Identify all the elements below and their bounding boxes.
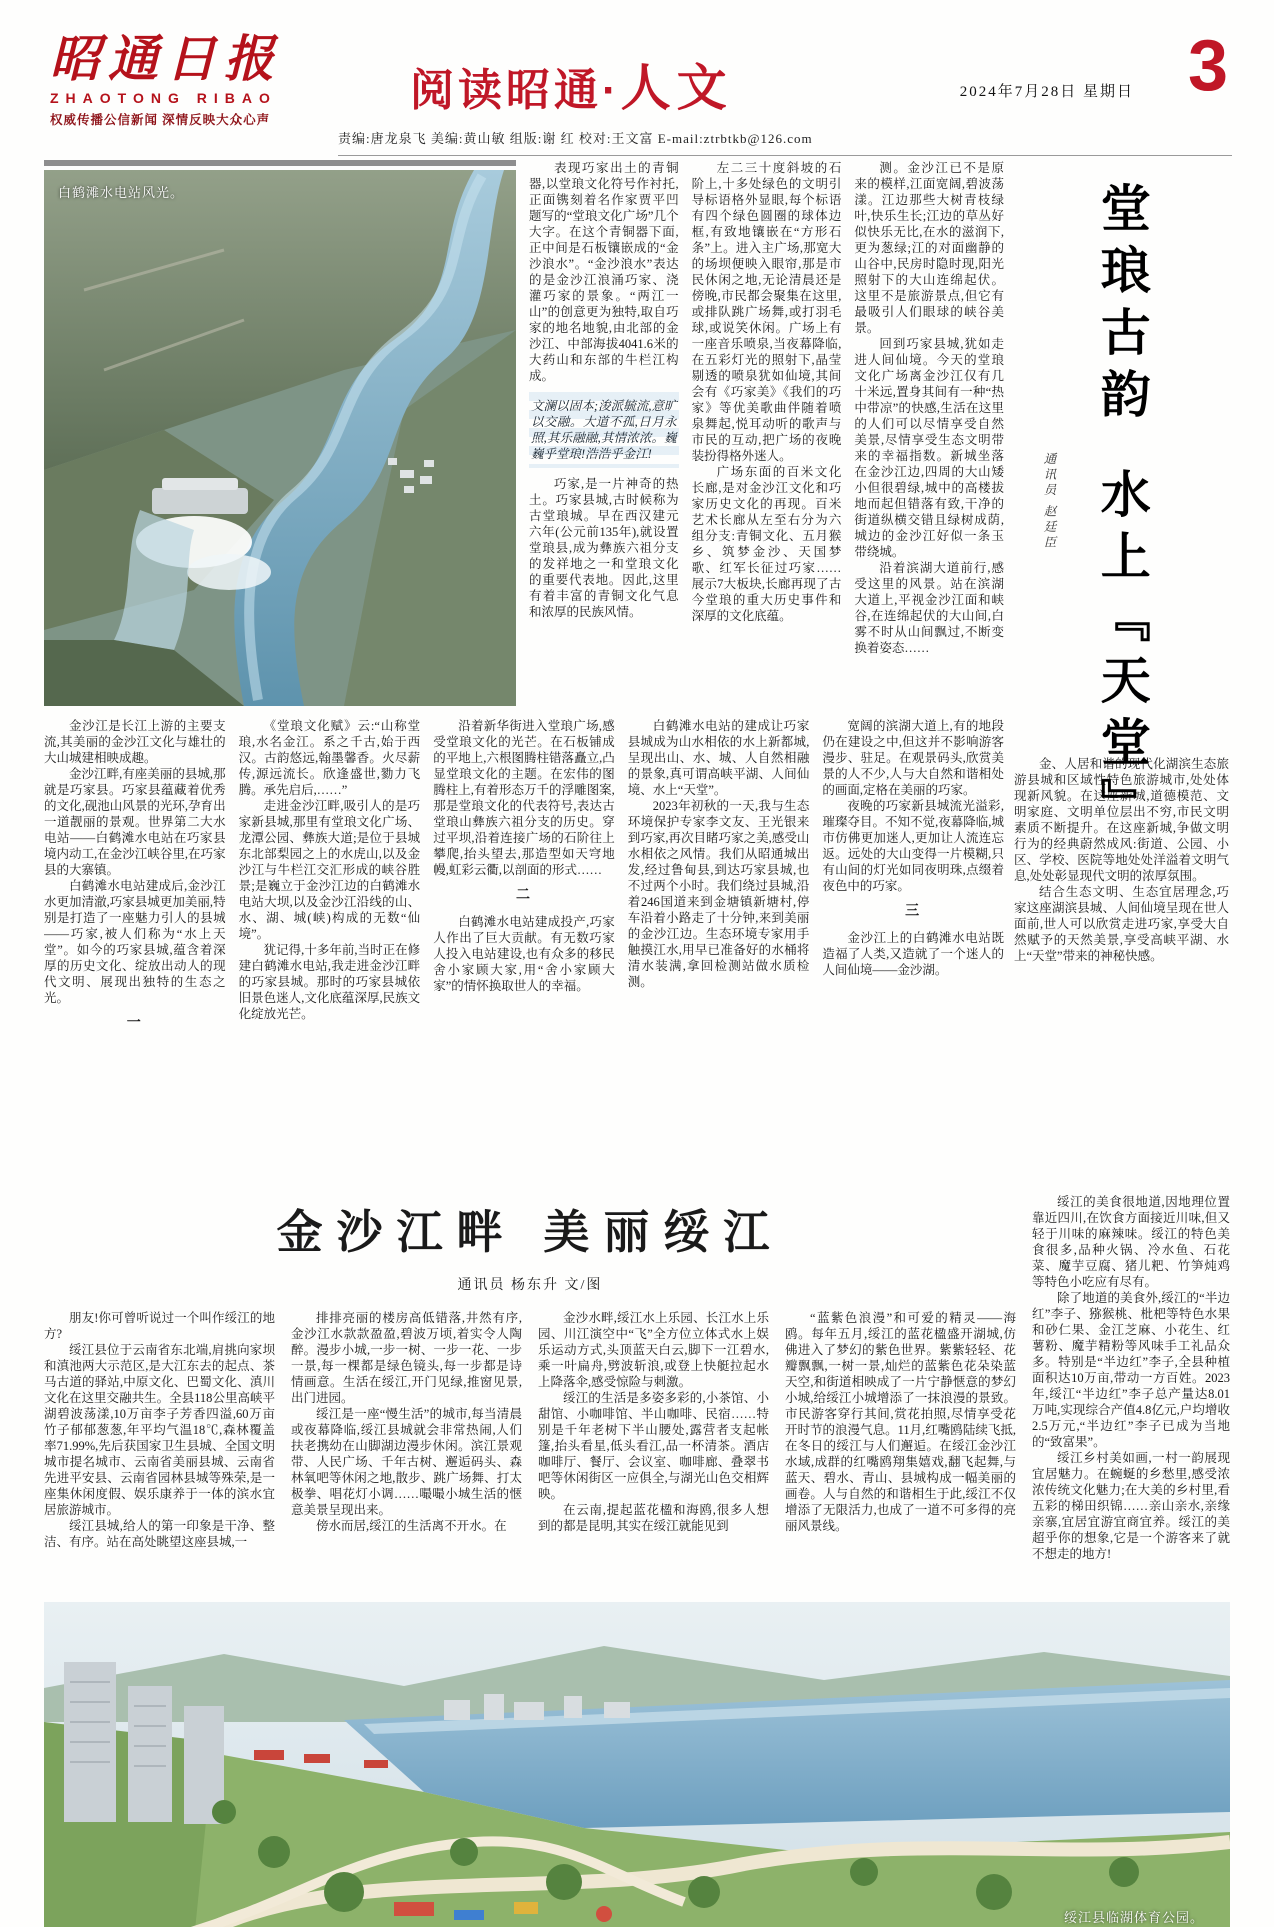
article-tanglang-body: [44, 160, 1004, 1160]
page-header: [0, 0, 1274, 152]
paragraph: 除了地道的美食外,绥江的“半边红”李子、猕猴桃、枇杷等特色水果和砂仁果、金江芝麻、小花生、红薯粉、魔芋精粉等风味手工礼品众多。特别是“半边红”李子,全县种植面积达10万亩,带动一方百姓。2023年,绥江“半边红”李子总产量达8.01万吨,实现综合产值4.8亿元,户均增收2.5万元,“半边红”李子已成为当地的“致富果”。: [1032, 1291, 1230, 1449]
article1-column-5: [239, 718, 421, 1160]
paragraph: 《堂琅文化赋》云:“山称堂琅,水名金江。系之千古,始于西汉。古韵悠远,翰墨馨香。火尽薪传,源远流长。欣逢盛世,勠力飞腾。承先启后,……”: [238, 719, 421, 797]
newspaper-slogan: 权威传播公信新闻 深情反映大众心声: [50, 113, 271, 127]
paragraph: 金沙江是长江上游的主要支流,其美丽的金沙江文化与雄壮的大山城建相映成趣。: [44, 719, 226, 765]
article2-right-column: [1032, 1190, 1230, 1588]
article1-column-3: [854, 160, 1004, 708]
article2-column-2: [291, 1310, 522, 1562]
photo-caption: 白鹤滩水电站风光。: [58, 185, 185, 200]
paragraph: 白鹤滩水电站建成投产,巧家人作出了巨大贡献。有无数巧家人投入电站建设,也有众多的移民舍小家顾大家,用“舍小家顾大家”的情怀换取世人的幸福。: [433, 915, 615, 993]
paragraph: 左二三十度斜坡的石阶上,十多处绿色的文明引导标语格外显眼,每个标语有四个绿色圆圈的球体边框,有致地镶嵌在“方形石条”上。进入主广场,那宽大的场坝便映入眼帘,那是市民休闲之地,无论清晨还是傍晚,市民都会聚集在这里,或排队跳广场舞,或打羽毛球,或说笑休闲。广场上有一座音乐喷泉,当夜幕降临,在五彩灯光的照射下,晶莹剔透的喷泉犹如仙境,其间会有《巧家美》《我们的巧家》等优美歌曲伴随着喷泉舞起,悦耳动听的歌声与市民的互动,把广场的夜晚装扮得格外迷人。: [691, 161, 842, 463]
article1-headline-strip: [1014, 160, 1229, 1160]
paragraph: 绥江是一座“慢生活”的城市,每当清晨或夜幕降临,绥江县城就会非常热闹,人们扶老携幼在山脚湖边漫步休闲。滨江景观带、人民广场、千年古树、邂逅码头、森林氧吧等休闲之地,散步、跳广场舞、打太极拳、唱花灯小调……嘬嘬小城生活的惬意美景呈现出来。: [291, 1407, 522, 1517]
paragraph: 结合生态文明、生态宜居理念,巧家这座湖滨县城、人间仙境呈现在世人面前,世人可以欣赏走进巧家,享受大自然赋予的天然美景,享受高峡平湖、水上“天堂”带来的神秘快感。: [1014, 885, 1229, 963]
section-title: [410, 48, 733, 120]
article1-column-7: [628, 718, 810, 1160]
article-suijiang: [0, 1160, 1274, 1927]
paragraph: 绥江县位于云南省东北端,肩挑向家坝和滇池两大示范区,是大江东去的起点、茶马古道的驿站,中原文化、巴蜀文化、滇川文化在这里交融共生。全县118公里高峡平湖碧波荡漾,10万亩李子芳香四溢,60万亩竹子郁郁葱葱,年平均气温18℃,森林覆盖率71.99%,先后获国家卫生县城、全国文明城市提名城市、云南省美丽县城、云南省先进平安县、云南省园林县城等殊荣,是一座集休闲度假、娱乐康养于一体的滨水宜居旅游城市。: [44, 1343, 275, 1517]
paragraph: 金沙江上的白鹤滩水电站既造福了人类,又造就了一个迷人的人间仙境——金沙湖。: [822, 931, 1004, 977]
section-divider: 二: [515, 888, 532, 903]
date-line: 2024年7月28日 星期日: [959, 84, 1134, 100]
paragraph: 沿着滨湖大道前行,感受这里的风景。站在滨湖大道上,平视金沙江面和峡谷,在连绵起伏的大山间,白雾不时从山间飘过,不断变换着姿态……: [854, 561, 1005, 655]
article2-column-1: [44, 1310, 275, 1562]
paragraph: 2023年初秋的一天,我与生态环境保护专家李文友、王光银来到巧家,再次目睹巧家之美,感受山水相依之风情。我们从昭通城出发,经过鲁甸县,到达巧家县城,也不过两个小时。我们绕过县城,沿着246国道来到金塘镇新塘村,停车沿着小路走了十分钟,来到美丽的金沙江边。生态环境专家用手触摸江水,用早已准备好的水桶将清水装满,拿回检测站做水质检测。: [627, 799, 810, 989]
article1-column-6: [433, 718, 615, 1160]
article1-column-1: [529, 160, 679, 708]
section-divider: 一: [126, 1016, 143, 1031]
article2-byline: 通讯员 杨东升 文/图: [457, 1278, 603, 1293]
paragraph: 宽阔的滨湖大道上,有的地段仍在建设之中,但这并不影响游客漫步、驻足。在观景码头,欣赏美景的人不少,人与大自然和谐相处的画面,定格在美丽的巧家。: [822, 719, 1004, 797]
paragraph: 绥江的生活是多姿多彩的,小茶馆、小甜馆、小咖啡馆、半山咖啡、民宿……特别是千年老树下半山腰处,露营者支起帐篷,抬头看星,低头看江,品一杯清茶。酒店咖啡厅、餐厅、会议室、咖啡廊、叠翠书吧等休闲街区一应俱全,与湖光山色交相辉映。: [538, 1391, 769, 1501]
page-number: 3: [1187, 26, 1228, 106]
article-tanglang: [0, 152, 1274, 1160]
photo-top-rule: [44, 160, 516, 166]
paragraph: 傍水而居,绥江的生活离不开水。在: [316, 1519, 507, 1533]
paragraph: 回到巧家县城,犹如走进人间仙境。今天的堂琅文化广场离金沙江仅有几十米远,置身其间有一种“热中带凉”的快感,生活在这里的人们可以尽情享受自然美景,尽情享受生态文明带来的幸福指数。新城坐落在金沙江边,四周的大山矮小但很碧绿,城中的高楼拔地而起但错落有致,干净的街道纵横交错且绿树成荫,城边的金沙江好似一条玉带绕城。: [854, 337, 1005, 559]
photo-suijiang-park: [44, 1602, 1230, 1927]
article1-headline-top: 堂琅古韵: [1093, 182, 1150, 430]
paragraph: 表现巧家出土的青铜器,以堂琅文化符号作衬托,正面镌刻着名作家贾平凹题写的“堂琅文化广场”几个大字。在这个青铜器下面,正中间是石板镶嵌成的“金沙浪水”。“金沙浪水”表达的是金沙江浪涌巧家、浇灌巧家的景象。“两江一山”的创意更为独特,取自巧家的地名地貌,由北部的金沙江、中部海拔4041.6米的大药山和东部的牛栏江构成。: [529, 161, 679, 383]
article1-column-4: [44, 718, 226, 1160]
paragraph: 白鹤滩水电站建成后,金沙江水更加清澈,巧家县城更加美丽,特别是打造了一座魅力引人的县城——巧家,被人们称为“水上天堂”。如今的巧家县城,蕴含着深厚的历史文化、绽放出动人的现代文明、展现出独特的生态之光。: [44, 879, 226, 1005]
article2-headline: 金沙江畔 美丽绥江: [276, 1206, 784, 1258]
baihetan-aerial-photo-graphic: [44, 170, 516, 706]
article2-column-3: [538, 1310, 769, 1562]
paragraph: 绥江的美食很地道,因地理位置靠近四川,在饮食方面接近川味,但又轻于川味的麻辣味。绥江的特色美食很多,品种火锅、冷水鱼、石花菜、魔芋豆腐、猪儿粑、竹笋炖鸡等特色小吃应有尽有。: [1032, 1195, 1230, 1289]
paragraph: 测。金沙江已不是原来的模样,江面宽阔,碧波荡漾。江边那些大树青枝绿叶,快乐生长;江边的草丛好似快乐无比,在水的滋润下,更为葱绿;江的对面幽静的山谷中,民房时隐时现,阳光照射下的大山连绵起伏。这里不是旅游景点,但它有最吸引人们眼球的峡谷美景。: [854, 161, 1005, 335]
masthead: [50, 31, 350, 128]
section-title-main: 人文: [620, 60, 733, 116]
section-divider: 三: [905, 904, 922, 919]
article2-main: [44, 1190, 1016, 1588]
paragraph: 文澜以固本;浚派毓流,意旷以交融。大道不孤,日月永照,其乐融融,其情浓浓。巍巍乎堂琅!浩浩乎金江!: [529, 392, 679, 468]
newspaper-title: 昭通日报: [50, 31, 282, 87]
article1-headline-bottom: 水上﹃天堂﹄: [1093, 468, 1150, 840]
paragraph: 金沙水畔,绥江水上乐园、长江水上乐园、川江演空中“飞”全方位立体式水上娱乐运动方式,头顶蓝天白云,脚下一江碧水,乘一叶扁舟,劈波斩浪,或登上快艇拉起水上降落伞,感受惊险与刺激。: [538, 1311, 769, 1389]
paragraph: 在云南,提起蓝花楹和海鸥,很多人想到的都是昆明,其实在绥江就能见到: [538, 1503, 769, 1533]
paragraph: 夜晚的巧家新县城流光溢彩,璀璨夺目。不知不觉,夜幕降临,城市仿佛更加迷人,更加让人流连忘返。远处的大山变得一片模糊,只有山间的灯光如同夜明珠,点缀着夜色中的巧家。: [822, 799, 1004, 893]
paragraph: 绥江县城,给人的第一印象是干净、整洁、有序。站在高处眺望这座县城,一: [44, 1519, 275, 1549]
newspaper-pinyin: ZHAOTONG RIBAO: [50, 90, 277, 106]
paragraph: 排排亮丽的楼房高低错落,井然有序,金沙江水款款盈盈,碧波万顷,着实令人陶醉。漫步小城,一步一树、一步一花、一步一景,每一棵都是绿色镜头,每一步都是诗情画意。生活在绥江,开门见绿,推窗见景,出门进园。: [291, 1311, 522, 1405]
article1-column-2: [692, 160, 842, 708]
article2-column-4: [785, 1310, 1016, 1562]
section-title-prefix: 阅读昭通·: [410, 66, 621, 115]
paragraph: 巧家,是一片神奇的热土。巧家县城,古时候称为古堂琅城。早在西汉建元六年(公元前135年),就设置堂琅县,成为彝族六祖分支的发祥地之一和堂琅文化的重要代表地。因此,这里有着丰富的青铜文化气息和浓厚的民族风情。: [529, 477, 679, 619]
paragraph: 走进金沙江畔,吸引人的是巧家新县城,那里有堂琅文化广场、龙潭公园、彝族大道;是位于县城东北部梨园之上的水虎山,以及金沙江与牛栏江交汇形成的峡谷胜景;是巍立于金沙江边的白鹤滩水电站大坝,以及金沙江沿线的山、水、湖、城(峡)构成的无数“仙境”。: [238, 799, 421, 941]
paragraph: 绥江乡村美如画,一村一韵展现宜居魅力。在蜿蜒的乡愁里,感受浓浓传统文化魅力;在大美的乡村里,看五彩的梯田织锦……亲山亲水,亲缘亲寨,宜居宜游宜商宜养。绥江的美超乎你的想象,它是一个游客来了就不想走的地方!: [1032, 1451, 1230, 1561]
paragraph: 金、人居和谐的现代化湖滨生态旅游县城和区域性特色旅游城市,处处体现新风貌。在这座新城,道德模范、文明家庭、文明单位层出不穷,市民文明素质不断提升。在这座新城,争做文明行为的经典蔚然成风:街道、公园、小区、学校、医院等地处处洋溢着文明气息,处处彰显现代文明的浓厚氛围。: [1014, 757, 1229, 883]
paragraph: “蓝紫色浪漫”和可爱的精灵——海鸥。每年五月,绥江的蓝花楹盛开湖城,仿佛进入了梦幻的紫色世界。紫紫轻轻、花瓣飘飘,一树一景,灿烂的蓝紫色花朵染蓝天空,和街道相映成了一片宁静惬意的梦幻小城,给绥江小城增添了一抹浪漫的景致。市民游客穿行其间,赏花拍照,尽情享受花开时节的浪漫气息。11月,红嘴鸥陆续飞抵,在冬日的绥江与人们邂逅。在绥江金沙江水域,成群的红嘴鸥翔集嬉戏,翻飞起舞,与蓝天、碧水、青山、县城构成一幅美丽的画卷。人与自然的和谐相生于此,绥江不仅增添了无限活力,也成了一道不可多得的亮丽风景线。: [785, 1311, 1016, 1533]
paragraph: 金沙江畔,有座美丽的县城,那就是巧家县。巧家县蕴藏着优秀的文化,砚池山风景的光环,孕育出一道靓丽的景观。世界第二大水电站——白鹤滩水电站在巧家县境内动工,在金沙江峡谷里,在巧家县的大寨镇。: [44, 767, 226, 877]
paragraph: 沿着新华街进入堂琅广场,感受堂琅文化的光芒。在石板铺成的平地上,六根图腾柱错落矗立,凸显堂琅文化的主题。在宏伟的图腾柱上,有着形态万千的浮雕图案,那是堂琅文化的代表符号,表达古堂琅山彝族六祖分支的历史。穿过平坝,沿着连接广场的石阶往上攀爬,抬头望去,那造型如天穹地幔,虹彩云衢,以剖面的形式……: [433, 719, 615, 877]
paragraph: 白鹤滩水电站的建成让巧家县城成为山水相依的水上新都城,呈现出山、水、城、人自然相融的景象,真可谓高峡平湖、人间仙境、水上“天堂”。: [627, 719, 810, 797]
photo-baihetan-dam: [44, 160, 516, 708]
paragraph: 广场东面的百米文化长廊,是对金沙江文化和巧家历史文化的再现。百米艺术长廊从左至右分为六组分支:青铜文化、五月猴乡、筑梦金沙、天国梦歌、红军长征过巧家……展示7大板块,长廊再现了古今堂琅的重大历史事件和深厚的文化底蕴。: [691, 465, 842, 623]
photo2-caption: 绥江县临湖体育公园。: [1063, 1910, 1204, 1925]
staff-line: 责编:唐龙泉飞 美编:黄山敏 组版:谢 红 校对:王文富 E-mail:ztrbtkb@126.com: [338, 128, 1232, 156]
paragraph: 犹记得,十多年前,当时正在修建白鹤滩水电站,我走进金沙江畔的巧家县城。那时的巧家县城依旧景色迷人,文化底蕴深厚,民族文化绽放光芒。: [238, 943, 421, 1021]
article1-column-8: [822, 718, 1004, 1160]
article1-byline: 通讯员 赵廷臣: [1042, 452, 1056, 552]
paragraph: 朋友!你可曾听说过一个叫作绥江的地方?: [44, 1311, 275, 1341]
suijiang-park-photo-graphic: [44, 1602, 1230, 1927]
